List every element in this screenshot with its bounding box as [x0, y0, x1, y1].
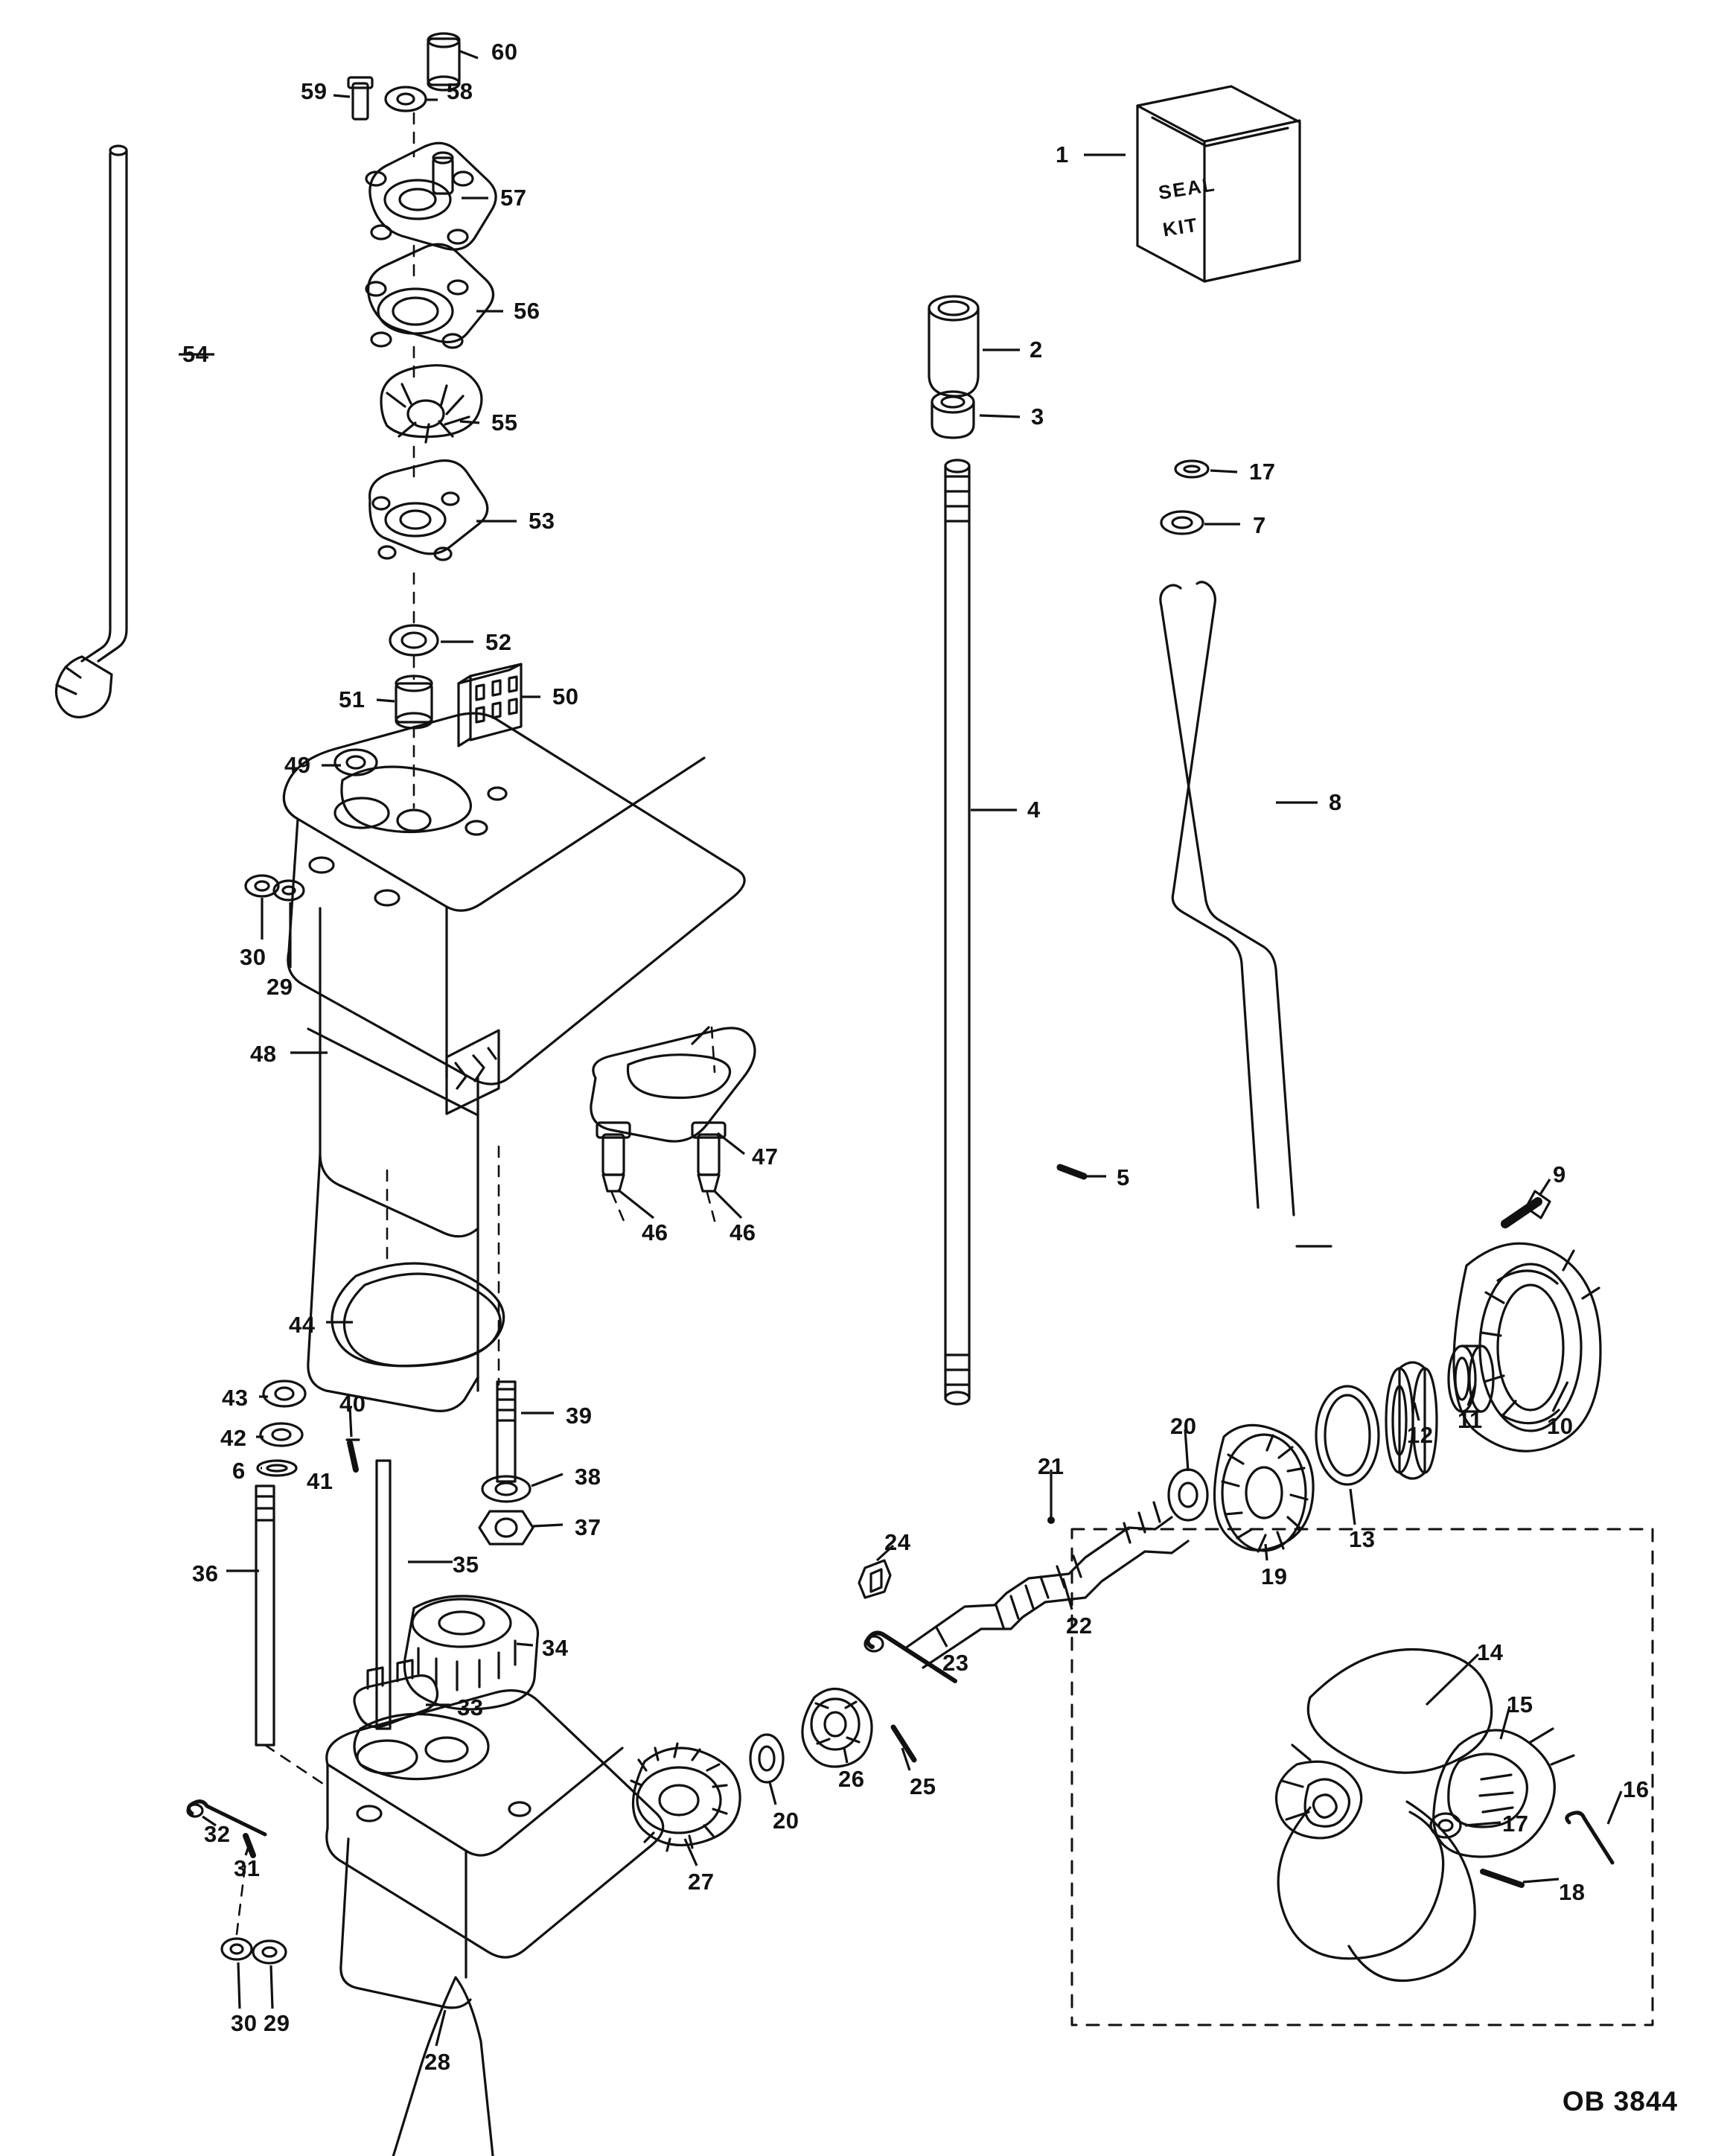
part-52-seal [390, 625, 438, 655]
part-24-clip [859, 1560, 890, 1598]
part-50-connector [459, 664, 521, 746]
callout-8: 8 [1329, 789, 1342, 815]
part-15-propeller-nut [1434, 1729, 1574, 1857]
callout-38: 38 [575, 1464, 601, 1490]
part-25-pin [893, 1727, 914, 1760]
part-29-washer-upper [274, 881, 304, 900]
callout-44: 44 [289, 1312, 316, 1338]
part-3-seal [932, 392, 974, 438]
part-5-pin [1060, 1167, 1084, 1176]
callout-41: 41 [307, 1468, 333, 1494]
callout-15: 15 [1507, 1691, 1533, 1718]
callout-14: 14 [1477, 1639, 1504, 1665]
part-41-pin [347, 1440, 359, 1470]
callout-20-upper: 20 [1170, 1413, 1197, 1439]
part-4-drive-shaft [945, 460, 969, 1404]
callout-36: 36 [192, 1560, 219, 1586]
callout-34: 34 [542, 1635, 569, 1661]
part-38-washer [482, 1476, 530, 1502]
part-48-drive-shaft-housing [284, 713, 744, 1411]
callout-43: 43 [222, 1385, 249, 1411]
part-22-propeller-shaft [905, 1502, 1188, 1668]
callout-29-lower: 29 [264, 2010, 290, 2036]
callout-58: 58 [447, 78, 473, 104]
callout-31: 31 [234, 1855, 261, 1881]
part-23-cross-pin [865, 1633, 955, 1681]
figure-code: OB 3844 [1562, 2086, 1678, 2117]
callout-3: 3 [1031, 404, 1044, 430]
callout-5: 5 [1117, 1164, 1130, 1190]
part-55-impeller [381, 366, 482, 442]
callout-51: 51 [339, 686, 366, 712]
callout-30-upper: 30 [240, 944, 266, 970]
callout-32: 32 [204, 1821, 231, 1847]
callout-12: 12 [1407, 1422, 1434, 1448]
callout-42: 42 [220, 1425, 247, 1451]
part-57-water-pump-cover [366, 143, 496, 249]
callout-2: 2 [1030, 337, 1043, 363]
callout-19: 19 [1261, 1563, 1288, 1589]
callout-50: 50 [552, 683, 579, 709]
part-2-bushing [929, 296, 978, 396]
callout-57: 57 [500, 185, 527, 211]
part-54-trim-rod [56, 146, 127, 717]
callout-37: 37 [575, 1514, 601, 1540]
callout-30-lower: 30 [231, 2010, 258, 2036]
callout-16: 16 [1623, 1776, 1650, 1802]
part-56-pump-body [366, 244, 494, 348]
part-51-bushing [396, 676, 432, 728]
callout-9: 9 [1553, 1161, 1566, 1187]
part-30-washer-lower [222, 1939, 252, 1959]
part-17-oring-top [1175, 461, 1208, 477]
callout-25: 25 [910, 1773, 936, 1799]
callout-22: 22 [1066, 1613, 1093, 1639]
callout-7: 7 [1253, 512, 1266, 538]
part-43-nut [264, 1381, 305, 1406]
callout-52: 52 [485, 629, 512, 655]
callout-59: 59 [301, 78, 328, 104]
callout-26: 26 [838, 1766, 865, 1792]
callout-46-right: 46 [730, 1219, 756, 1246]
callout-17: 17 [1249, 459, 1276, 485]
part-20-thrust-washer-lower [750, 1735, 783, 1782]
seal-kit-label-line1: SEAL [1157, 173, 1218, 204]
part-58-nut [386, 87, 426, 111]
part-42-washer [261, 1423, 302, 1446]
callout-55: 55 [491, 409, 518, 436]
part-8-shift-rod [1161, 582, 1331, 1246]
callout-20-lower: 20 [773, 1808, 799, 1834]
callout-11: 11 [1458, 1407, 1483, 1433]
callout-4: 4 [1027, 797, 1041, 823]
part-53-face-plate [370, 461, 488, 560]
callout-23: 23 [942, 1650, 969, 1676]
callout-13: 13 [1349, 1526, 1376, 1552]
part-14-propeller [1276, 1650, 1491, 1981]
callout-46-left: 46 [642, 1219, 668, 1246]
callout-10: 10 [1547, 1413, 1574, 1439]
callout-18: 18 [1559, 1879, 1586, 1905]
callout-1: 1 [1056, 141, 1069, 168]
callout-40: 40 [339, 1391, 366, 1417]
callout-21: 21 [1038, 1453, 1065, 1479]
callout-27: 27 [688, 1869, 715, 1895]
callout-48: 48 [250, 1041, 277, 1067]
part-16-cotter-pin [1567, 1813, 1612, 1863]
callout-53: 53 [529, 508, 555, 534]
callout-49: 49 [284, 752, 311, 778]
part-47-anode [591, 1027, 755, 1141]
part-7-washer [1161, 511, 1203, 534]
part-39-stud [497, 1382, 515, 1482]
part-20-thrust-washer-upper [1169, 1470, 1207, 1520]
callout-56: 56 [514, 298, 540, 324]
callout-33: 33 [457, 1694, 484, 1720]
callout-35: 35 [453, 1551, 479, 1578]
part-34-gear [404, 1596, 537, 1709]
callout-24: 24 [884, 1529, 911, 1555]
part-18-pin [1483, 1872, 1522, 1885]
part-21-indicator [1047, 1516, 1055, 1524]
part-9-bolt [1505, 1191, 1550, 1224]
part-59-bolt [348, 77, 372, 119]
callout-60: 60 [491, 39, 518, 65]
part-26-bearing [802, 1688, 872, 1767]
part-6-oring [258, 1461, 296, 1476]
part-29-washer-lower [253, 1941, 286, 1963]
part-19-forward-gear [1214, 1425, 1313, 1551]
callout-6: 6 [232, 1458, 246, 1484]
seal-kit-label-line2: KIT [1161, 213, 1200, 241]
callout-47: 47 [752, 1144, 779, 1170]
part-49-nut [335, 750, 377, 775]
part-35-shift-shaft [377, 1461, 390, 1729]
part-28-gear-housing [327, 1691, 663, 2156]
part-31-pin [246, 1836, 253, 1855]
callout-54: 54 [182, 341, 209, 367]
callout-17-prop: 17 [1502, 1811, 1529, 1837]
part-27-pinion-gear [631, 1744, 740, 1851]
part-12-bearing [1386, 1362, 1437, 1479]
callout-28: 28 [424, 2049, 451, 2075]
part-37-nut [479, 1511, 533, 1544]
callout-29-upper: 29 [266, 974, 293, 1000]
part-13-oring [1316, 1386, 1379, 1484]
part-36-bolt [256, 1486, 274, 1745]
callout-39: 39 [566, 1403, 593, 1429]
